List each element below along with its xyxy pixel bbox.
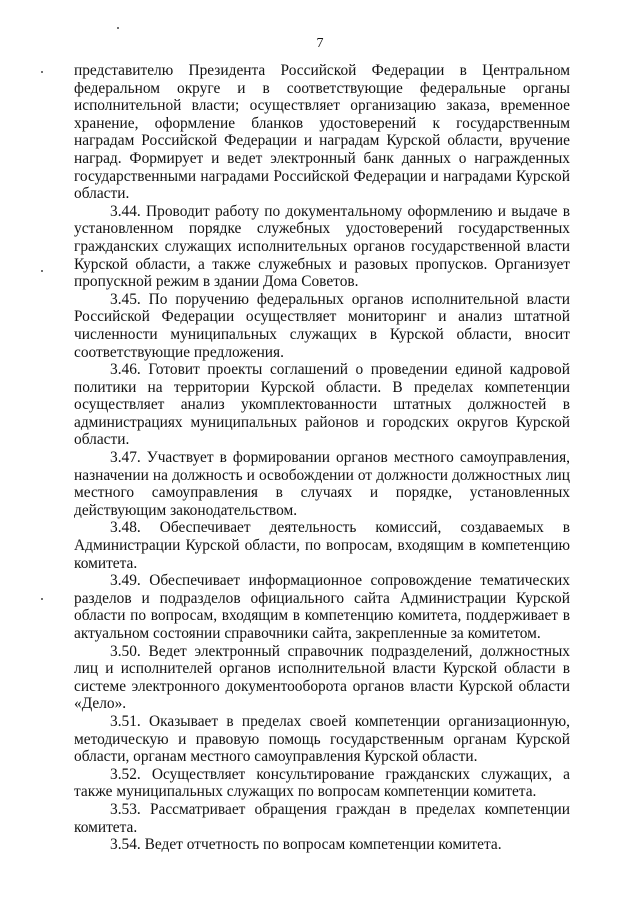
document-body: [74, 62, 570, 854]
paragraph-3-46: 3.46. Готовит проекты соглашений о проведении единой кадровой политики на территории Курской области. В пределах компетенции осуществляет анализ укомплектованности штатных должностей в администрациях муниципальных районов и городских округов Курской области.: [74, 361, 570, 449]
scan-speck: [41, 71, 43, 73]
scan-speck: [117, 27, 119, 29]
paragraph-3-54: 3.54. Ведет отчетность по вопросам компетенции комитета.: [110, 836, 502, 854]
paragraph-3-50: 3.50. Ведет электронный справочник подразделений, должностных лиц и исполнителей органов исполнительной власти Курской области в системе электронного документооборота органов власти Курской области «Дело».: [74, 642, 570, 713]
scan-speck: [41, 270, 43, 272]
page-number: 7: [316, 36, 324, 51]
paragraph-3-49: 3.49. Обеспечивает информационное сопровождение тематических разделов и подразделов официального сайта Администрации Курской области по вопросам, входящим в компетенцию комитета, поддерживает в актуальном состоянии справочники сайта, закрепленные за комитетом.: [74, 572, 570, 642]
paragraph-3-45: 3.45. По поручению федеральных органов исполнительной власти Российской Федерации осуществляет мониторинг и анализ штатной численности муниципальных служащих в Курской области, вносит соответствующие предложения.: [74, 290, 570, 361]
paragraph-3-48: 3.48. Обеспечивает деятельность комиссий, создаваемых в Администрации Курской области, по вопросам, входящим в компетенцию комитета.: [74, 519, 570, 572]
paragraph-3-53: 3.53. Рассматривает обращения граждан в пределах компетенции комитета.: [74, 800, 570, 836]
scan-speck: [41, 598, 43, 600]
paragraph-continuation: представителю Президента Российской Федерации в Центральном федеральном округе и в соответствующие федеральные органы исполнительной власти; осуществляет организацию заказа, временное хранение, оформление бланков удостоверений к государственным наградам Российской Федерации и наградам Курской области, вручение наград. Формирует и ведет электронный банк данных о награжденных государственными наградами Российской Федерации и наградами Курской области.: [74, 62, 570, 203]
paragraph-3-51: 3.51. Оказывает в пределах своей компетенции организационную, методическую и правовую помощь государственным органам Курской области, органам местного самоуправления Курской области.: [74, 712, 570, 766]
paragraph-3-47: 3.47. Участвует в формировании органов местного самоуправления, назначении на должность и освобождении от должности должностных лиц местного самоуправления в случаях и порядке, установленных действующим законодательством.: [74, 449, 570, 519]
paragraph-3-52: 3.52. Осуществляет консультирование гражданских служащих, а также муниципальных служащих по вопросам компетенции комитета.: [74, 765, 570, 801]
paragraph-3-44: 3.44. Проводит работу по документальному оформлению и выдаче в установленном порядке служебных удостоверений государственных гражданских служащих исполнительных органов государственной власти Курской области, а также служебных и разовых пропусков. Организует пропускной режим в здании Дома Советов.: [74, 202, 570, 291]
